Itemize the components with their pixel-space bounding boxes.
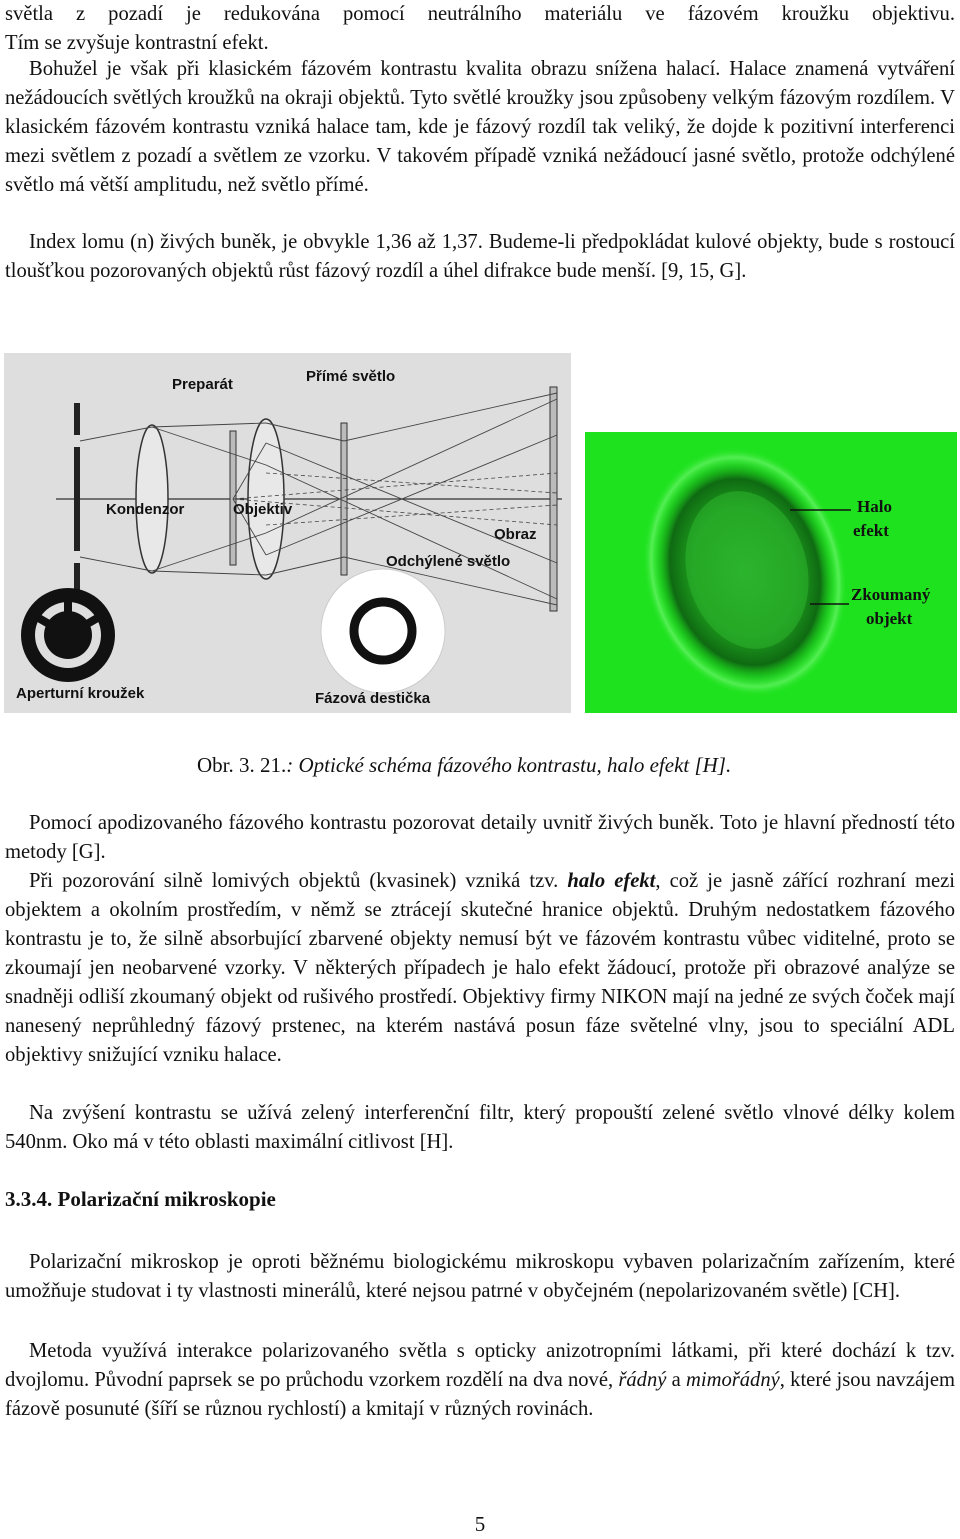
- label-preparat: Preparát: [172, 376, 233, 393]
- text-segment: Při pozorování silně lomivých objektů (kvasinek) vzniká tzv.: [29, 870, 568, 892]
- phase-contrast-diagram: [4, 353, 571, 713]
- page-number: 5: [474, 1512, 486, 1536]
- paragraph-halace: Bohužel je však při klasickém fázovém kontrastu kvalita obrazu snížena halací. Halace znamená vytváření nežádoucích světlých kroužků na okraji objektů. Tyto světlé kroužky jsou způsobeny velkým fázovým rozdílem. V klasickém fázovém kontrastu vzniká halace tam, kde je fázový rozdíl tak veliký, že dojde k pozitivní interferenci mezi světlem z pozadí a světlem ze vzorku. V takovém případě vzniká nežádoucí jasné světlo, protože odchýlené světlo má větší amplitudu, než světlo přímé.: [5, 58, 955, 196]
- paragraph-line: světla z pozadí je redukována pomocí neutrálního materiálu ve fázovém kroužku objektivu.: [5, 3, 955, 25]
- label-odchylene-svetlo: Odchýlené světlo: [386, 553, 511, 570]
- caption-text: : Optické schéma fázového kontrastu, halo efekt [H].: [286, 753, 732, 777]
- paragraph-polarizacni-mikroskop: Polarizační mikroskop je oproti běžnému biologickému mikroskopu vybaven polarizačním zařízením, které umožňuje studovat i ty vlastnosti minerálů, které nejsou patrné v obyčejném (nepolarizovaném světle) [CH].: [5, 1251, 955, 1302]
- text-segment: a: [666, 1369, 686, 1391]
- label-zkoumany-line1: Zkoumaný: [851, 585, 931, 604]
- phase-plate-icon: [321, 569, 445, 693]
- aperture-ring-icon: [21, 588, 115, 682]
- label-halo-line2: efekt: [853, 521, 889, 540]
- text-segment: Metoda využívá interakce polarizovaného světla s opticky anizotropními látkami, při které dochází k tzv. dvojlomu. Původní paprsek se po průchodu vzorkem rozdělí na dva nové,: [5, 1340, 955, 1391]
- paragraph-continuation: [5, 0, 955, 58]
- label-fazova-desticka: Fázová destička: [315, 690, 431, 707]
- text-segment: , což je jasně zářící rozhraní mezi objektem a okolním prostředím, v němž se ztrácejí skutečné hranice objektů. Druhým nedostatkem fázového kontrastu je to, že silně absorbující zbarvené objekty nemusí být ve fázovém kontrastu vůbec viditelné, proto se zkoumají jen neobarvené vzorky. V některých případech je halo efekt žádoucí, protože při obrazové analýze se snadněji odliší zkoumaný objekt od rušivého prostředí. Objektivy firmy NIKON mají na jedné ze svých čoček mají nanesený neprůhledný fázový prstenec, na kterém nastává posun fáze světelné vlny, jsou to speciální ADL objektivy snižující vzniku halace.: [5, 870, 955, 1066]
- paragraph-zeleny-filtr: Na zvýšení kontrastu se užívá zelený interferenční filtr, který propouští zelené světlo vlnové délky kolem 540nm. Oko má v této oblasti maximální citlivost [H].: [5, 1102, 955, 1153]
- label-aperturni-krouzek: Aperturní kroužek: [16, 685, 145, 702]
- halo-effect-image: [585, 432, 957, 713]
- label-zkoumany-line2: objekt: [866, 609, 913, 628]
- label-obraz: Obraz: [494, 526, 537, 543]
- paragraph-line: Tím se zvyšuje kontrastní efekt.: [5, 32, 269, 54]
- paragraph-index-lomu: Index lomu (n) živých buněk, je obvykle 1,36 až 1,37. Budeme-li předpokládat kulové objekty, bude s rostoucí tloušťkou pozorovaných objektů růst fázový rozdíl a úhel difrakce bude menší. [9, 15, G].: [5, 231, 955, 282]
- label-prime-svetlo: Přímé světlo: [306, 368, 396, 385]
- figure-caption: [197, 750, 731, 780]
- paragraph-apodizace: Pomocí apodizovaného fázového kontrastu pozorovat detaily uvnitř živých buněk. Toto je hlavní předností této metody [G].: [5, 812, 955, 863]
- section-heading: [5, 1184, 276, 1214]
- paragraph-halo-efekt: [5, 867, 955, 1070]
- label-objektiv: Objektiv: [233, 501, 293, 518]
- text-segment: , které jsou navzájem fázově posunuté (šíří se různou rychlostí) a kmitají v různých rovinách.: [5, 1369, 955, 1420]
- section-title: Polarizační mikroskopie: [57, 1187, 276, 1211]
- term-radny: řádný: [618, 1369, 667, 1391]
- halo-effect-svg: [585, 432, 957, 713]
- paragraph-dvojlom: [5, 1337, 955, 1424]
- caption-prefix: Obr. 3. 21.: [197, 753, 287, 777]
- term-mimoradny: mimořádný: [685, 1369, 780, 1391]
- section-number: 3.3.4.: [5, 1187, 53, 1211]
- term-halo-efekt: halo efekt: [567, 870, 656, 892]
- label-kondenzor: Kondenzor: [106, 501, 185, 518]
- label-halo-line1: Halo: [857, 497, 892, 516]
- optical-scheme-svg: [4, 353, 571, 713]
